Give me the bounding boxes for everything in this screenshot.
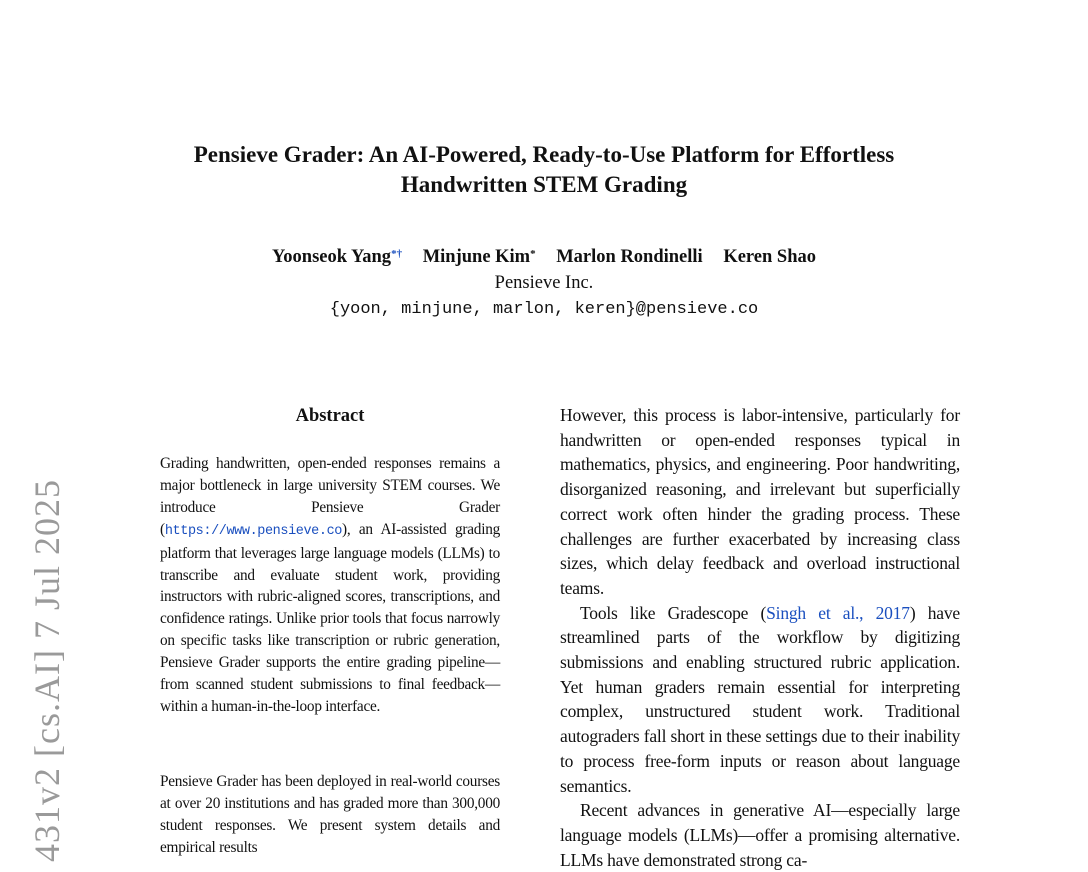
body-paragraph-1: However, this process is labor-intensive, particularly for handwritten or open-ended responses typical in mathematics, physics, and engineering. Poor handwriting, disorganized reasoning, and irrelevant but superficially correct work often hinder the grading process. These challenges are further exacerbated by increasing class sizes, which delay feedback and overload instructional teams. — [560, 405, 960, 598]
author-name: Yoonseok Yang — [271, 247, 392, 267]
author — [423, 247, 536, 267]
paper-title-line-2: Handwritten STEM Grading — [400, 172, 688, 197]
arxiv-identifier-stamp: 431v2 [cs.AI] 7 Jul 2025 — [27, 479, 67, 862]
author-name: Minjune Kim — [422, 247, 531, 267]
body-column — [560, 403, 960, 872]
author-footnote-mark: * — [530, 248, 536, 260]
abstract-text: ), an AI-assisted grading platform that leverages large language models (LLMs) to transcribe and evaluate student work, providing instructors with rubric-aligned scores, transcriptions, and confidence ratings. Unlike prior tools that focus narrowly on specific tasks like transcription or rubric generation, Pensieve Grader supports the entire grading pipeline—from scanned student submissions to final feedback—within a human-in-the-loop interface. — [160, 520, 500, 715]
author-list — [0, 244, 1088, 270]
author-footnote-mark[interactable]: *† — [391, 248, 403, 260]
author-emails: {yoon, minjune, marlon, keren}@pensieve.co — [329, 300, 759, 319]
author-name: Keren Shao — [723, 247, 817, 267]
body-paragraph-3: Recent advances in generative AI—especially large language models (LLMs)—offer a promising alternative. LLMs have demonstrated strong ca- — [560, 800, 960, 870]
body-text: Tools like Gradescope ( — [580, 602, 767, 623]
author-name: Marlon Rondinelli — [556, 247, 703, 267]
body-text: ) have streamlined parts of the workflow by digitizing submissions and enabling structured rubric application. Yet human graders remain essential for interpreting complex, unstructured student work. Traditional autograders fall short in these settings due to their inability to process free-form inputs or reason about language semantics. — [560, 602, 960, 796]
abstract-paragraph-1 — [160, 453, 500, 718]
abstract-paragraph-2: Pensieve Grader has been deployed in real-world courses at over 20 institutions and has graded more than 300,000 student responses. We present system details and empirical results — [160, 773, 500, 856]
citation-link[interactable]: Singh et al., 2017 — [766, 602, 910, 623]
affiliation: Pensieve Inc. — [494, 273, 594, 293]
author — [272, 247, 402, 267]
body-paragraph-2 — [560, 601, 960, 799]
abstract-text: Grading handwritten, open-ended responses remains a major bottleneck in large university STEM courses. We introduce Pensieve Grader ( — [160, 455, 500, 538]
paper-title-line-1: Pensieve Grader: An AI-Powered, Ready-to-Use Platform for Effortless — [193, 142, 895, 167]
paper-title — [0, 140, 1088, 200]
pensieve-url-link[interactable]: https://www.pensieve.co — [164, 523, 342, 539]
abstract-heading: Abstract — [295, 406, 365, 426]
author — [556, 247, 702, 267]
author — [723, 247, 816, 267]
